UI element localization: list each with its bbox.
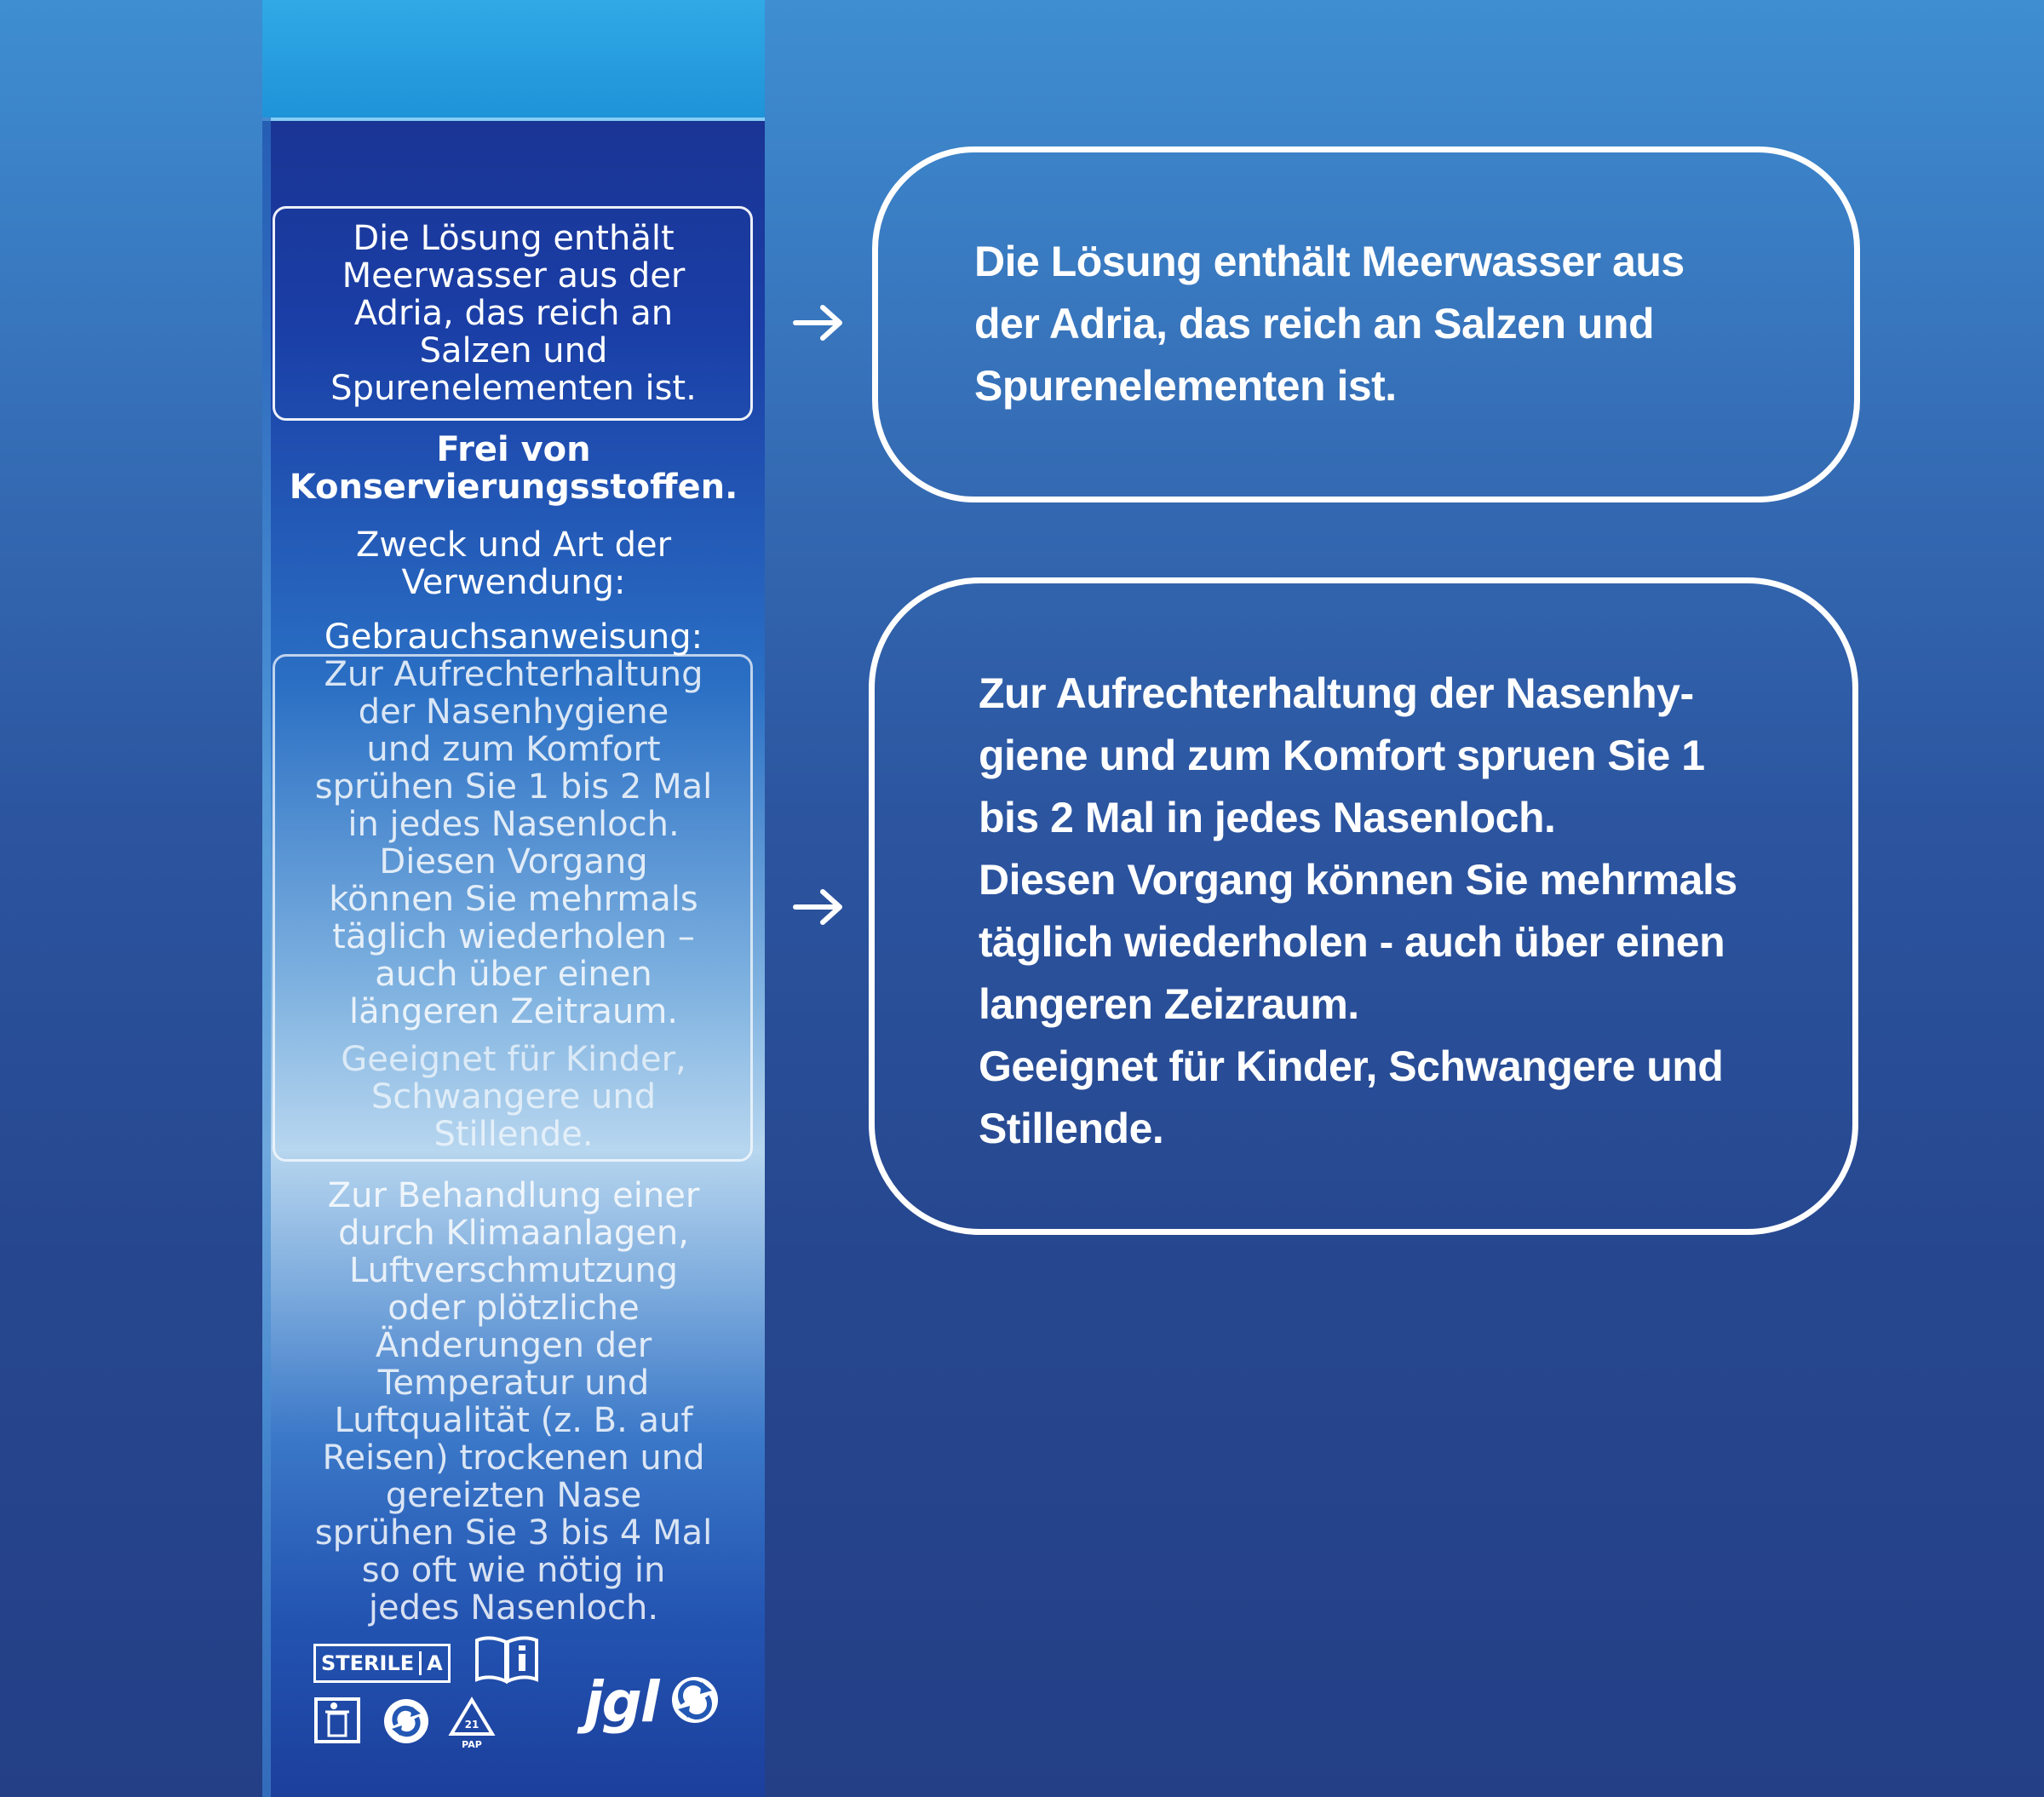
box-text-preservative-free: Frei von Konservierungsstoffen. [289, 430, 738, 507]
arrow-right-icon [792, 301, 845, 344]
recycle-icon [382, 1697, 431, 1746]
callout-usage-text: Zur Aufrechterhaltung der Nasenhy- giene und zum Komfort spruen Sie 1 bis 2 Mal in jedes Nasenloch. Diesen Vorgang können Sie mehrmals täglich wiederholen - auch über einen langeren Zeizraum. Geeignet für Kinder, Schwangere und Stillende. [979, 669, 1737, 1152]
callout-composition [872, 146, 1860, 502]
waste-bin-icon [313, 1697, 361, 1744]
callout-composition-text: Die Lösung enthält Meerwasser aus der Adria, das reich an Salzen und Spurenelementen ist. [974, 238, 1685, 410]
recycle-code: 21 [464, 1719, 479, 1731]
jgl-logo-icon [669, 1674, 721, 1725]
callout-usage [869, 577, 1858, 1235]
box-text-instructions: Zur Aufrechterhaltung der Nasenhygiene und zum Komfort sprühen Sie 1 bis 2 Mal in jedes Nasenloch. Diesen Vorgang können Sie mehrmals täglich wiederholen – auch über einen längeren Zeitraum. [314, 655, 713, 1031]
recycle-material: PAP [462, 1739, 482, 1750]
jgl-brand-text: jgl [584, 1669, 658, 1735]
paper-recycling-icon [448, 1697, 496, 1751]
box-text-suitable-for: Geeignet für Kinder, Schwangere und Stillende. [341, 1040, 686, 1154]
sterile-method: A [419, 1651, 448, 1675]
box-fold-edge [262, 118, 271, 1797]
box-text-purpose-heading: Zweck und Art der Verwendung: [355, 525, 672, 602]
box-text-composition: Die Lösung enthält Meerwasser aus der Adria, das reich an Salzen und Spurenelementen ist. [330, 219, 697, 408]
box-top-cap [262, 0, 765, 121]
product-box-side-panel [262, 0, 765, 1797]
instructions-book-icon [474, 1633, 540, 1685]
sterile-a-symbol [313, 1644, 451, 1683]
box-text-instructions-heading: Gebrauchsanweisung: [324, 617, 703, 657]
box-text-treatment: Zur Behandlung einer durch Klimaanlagen, Luftverschmutzung oder plötzliche Änderungen der Temperatur und Luftqualität (z. B. auf Reisen) trockenen und gereizten Nase sprühen Sie 3 bis 4 Mal so oft wie nötig in jedes Nasenloch. [314, 1176, 713, 1628]
sterile-label: STERILE [321, 1651, 415, 1675]
arrow-right-icon [792, 886, 845, 928]
